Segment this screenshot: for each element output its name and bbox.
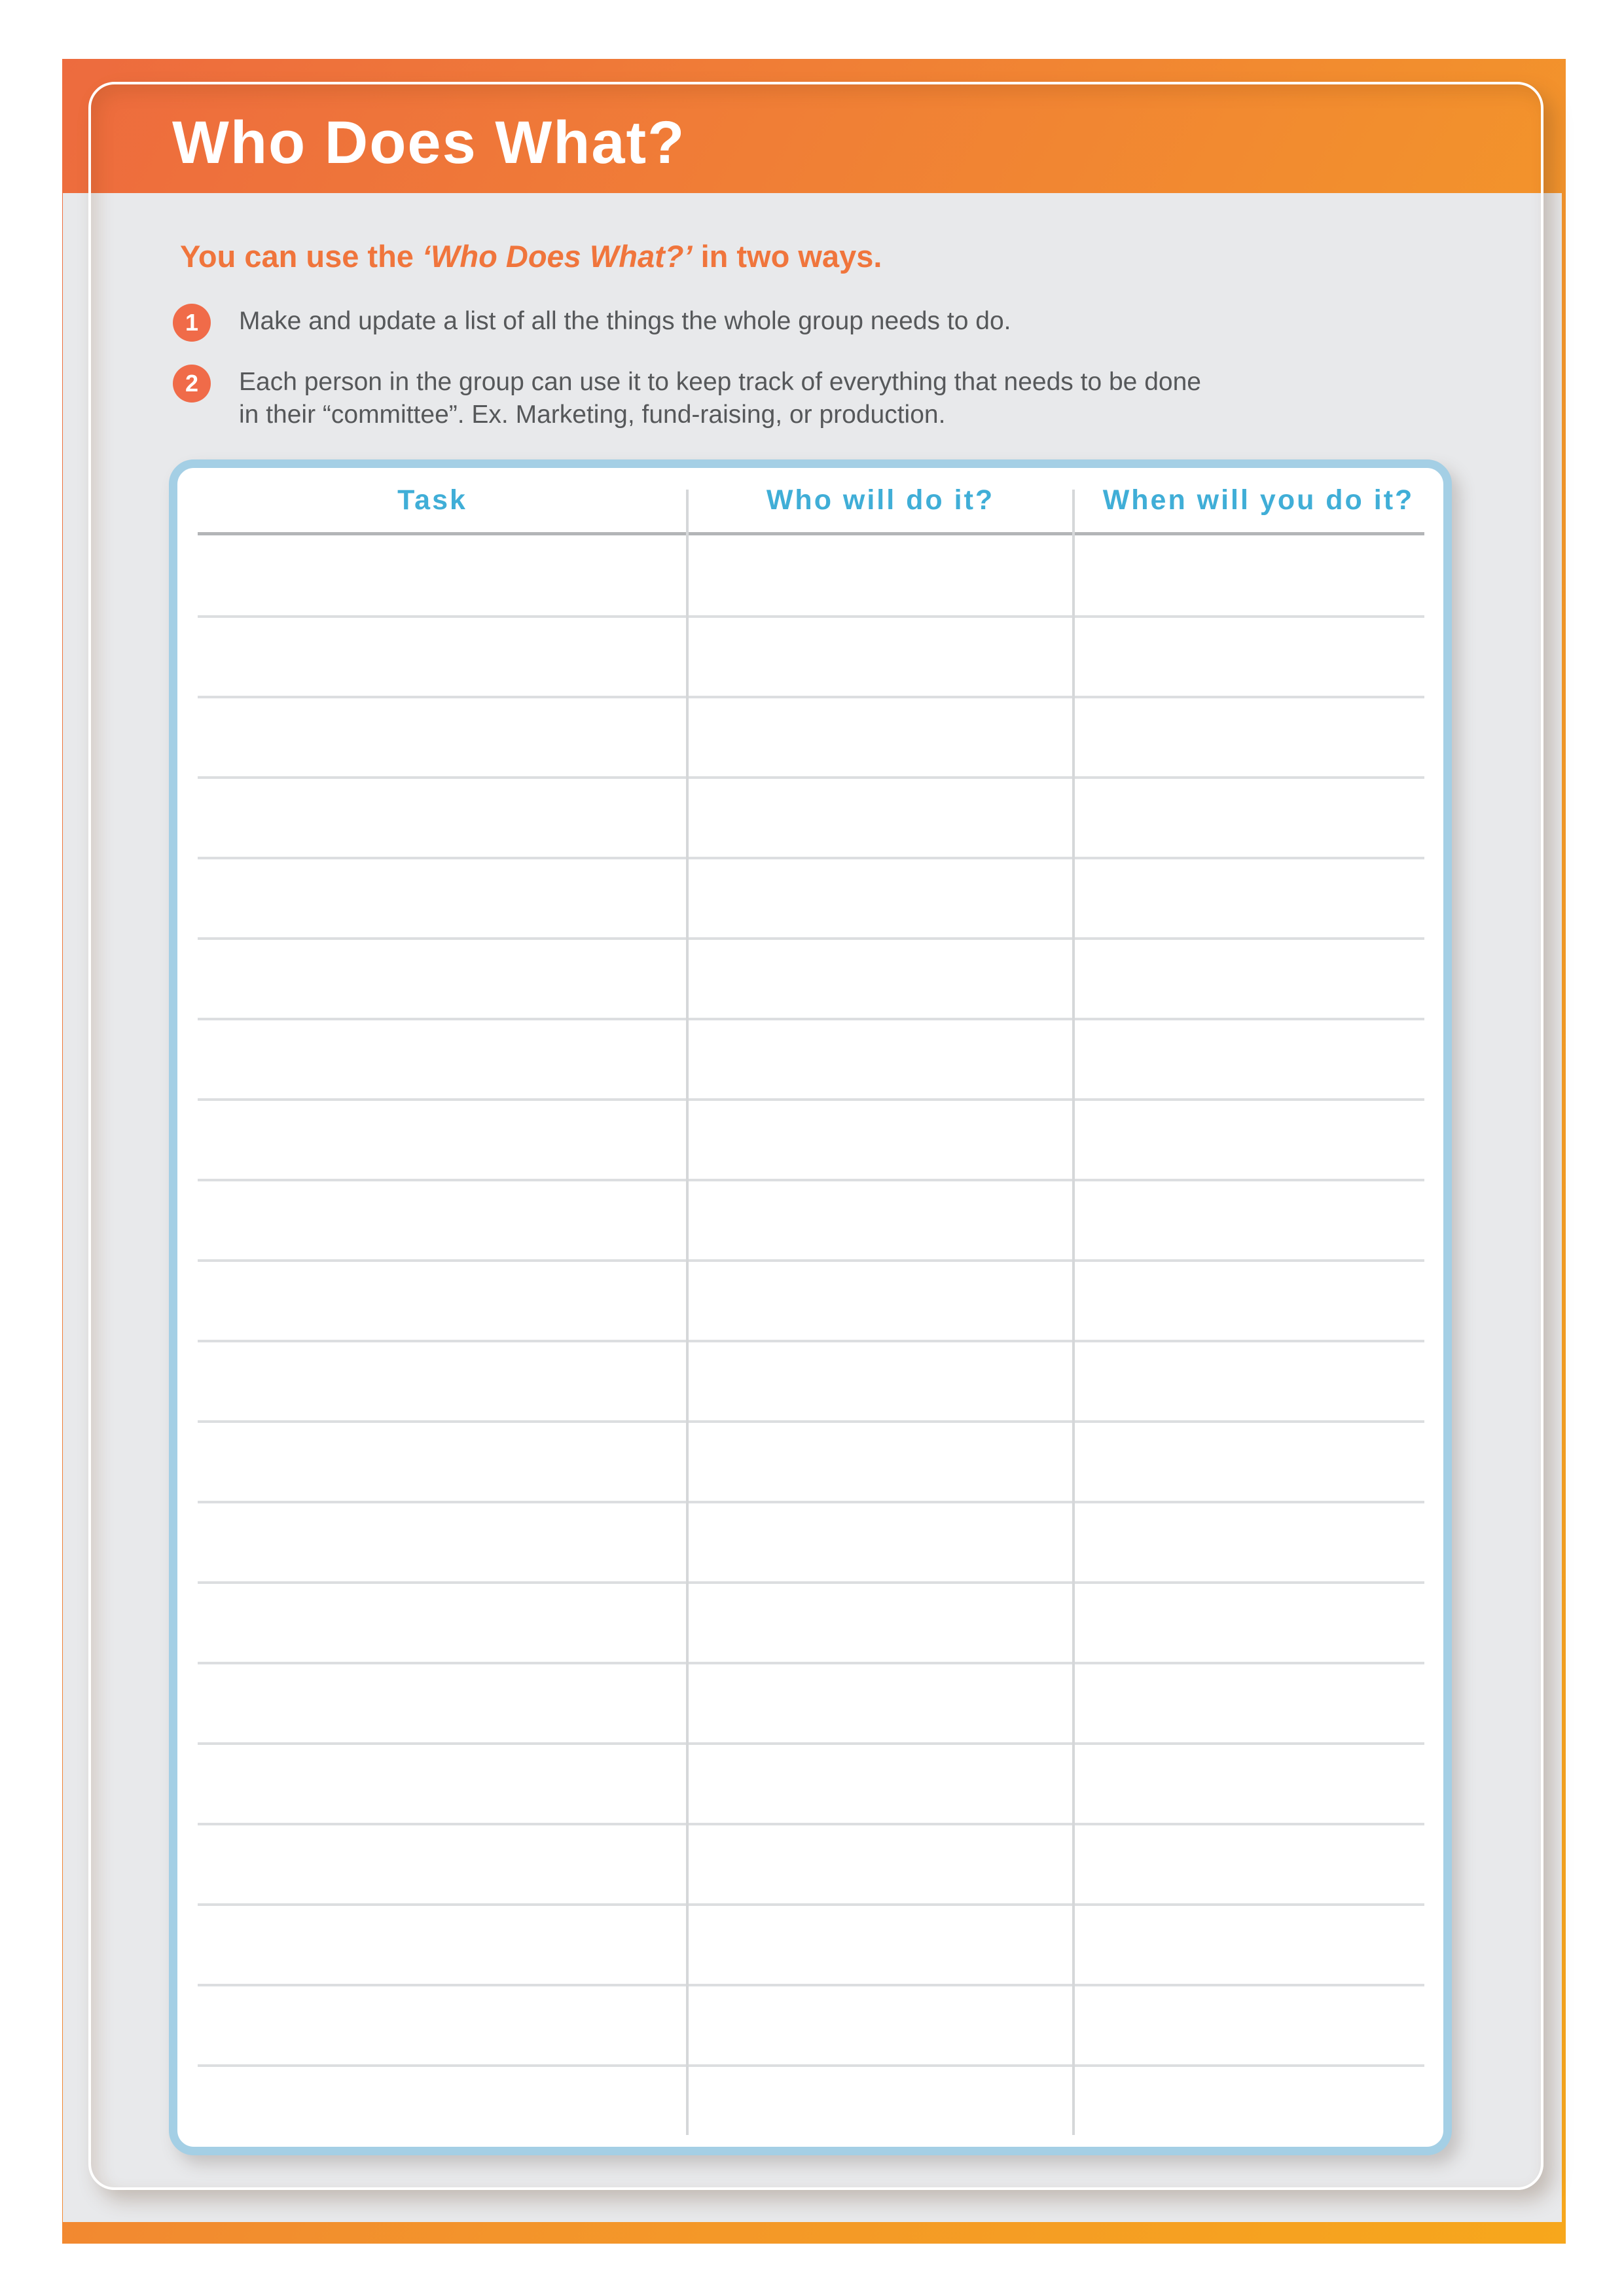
table-row-line <box>198 2064 1424 2067</box>
badge-number: 1 <box>185 309 199 336</box>
intro-heading <box>180 241 882 272</box>
table-row-line <box>198 1662 1424 1664</box>
column-divider-1 <box>686 490 689 2135</box>
task-table-inner <box>177 468 1443 2147</box>
table-row-line <box>198 776 1424 779</box>
instruction-line: Each person in the group can use it to keep track of everything that needs to be done <box>239 368 1201 396</box>
table-row-line <box>198 937 1424 940</box>
table-row-line <box>198 1984 1424 1986</box>
intro-highlight: ‘Who Does What?’ <box>422 239 693 274</box>
table-row-line <box>198 1018 1424 1020</box>
task-table <box>169 459 1452 2155</box>
table-row-line <box>198 1420 1424 1423</box>
table-row-line <box>198 857 1424 859</box>
column-header-task: Task <box>397 484 467 516</box>
number-badge-1 <box>173 304 211 342</box>
table-row-line <box>198 1501 1424 1503</box>
instruction-line: Make and update a list of all the things the whole group needs to do. <box>239 307 1011 335</box>
table-row-line <box>198 1259 1424 1262</box>
header-rule <box>198 532 1424 535</box>
table-row-line <box>198 1098 1424 1101</box>
column-header-who: Who will do it? <box>766 484 995 516</box>
number-badge-2 <box>173 365 211 403</box>
badge-number: 2 <box>185 370 199 397</box>
table-header-row <box>177 468 1443 532</box>
table-row-line <box>198 696 1424 698</box>
column-divider-2 <box>1072 490 1075 2135</box>
instruction-text-1 <box>239 304 1011 338</box>
table-row-line <box>198 1581 1424 1584</box>
instruction-text-2 <box>239 365 1201 431</box>
instruction-line: in their “committee”. Ex. Marketing, fund-raising, or production. <box>239 401 946 429</box>
column-header-when: When will you do it? <box>1102 484 1415 516</box>
table-row-line <box>198 1742 1424 1745</box>
page-title: Who Does What? <box>172 109 686 176</box>
instruction-item-1 <box>173 304 1011 342</box>
table-row-line <box>198 1179 1424 1181</box>
intro-suffix: in two ways. <box>692 239 882 274</box>
table-row-line <box>198 615 1424 618</box>
table-row-line <box>198 1903 1424 1906</box>
table-row-line <box>198 1823 1424 1825</box>
instruction-item-2 <box>173 365 1201 431</box>
intro-prefix: You can use the <box>180 239 422 274</box>
table-row-line <box>198 1340 1424 1342</box>
